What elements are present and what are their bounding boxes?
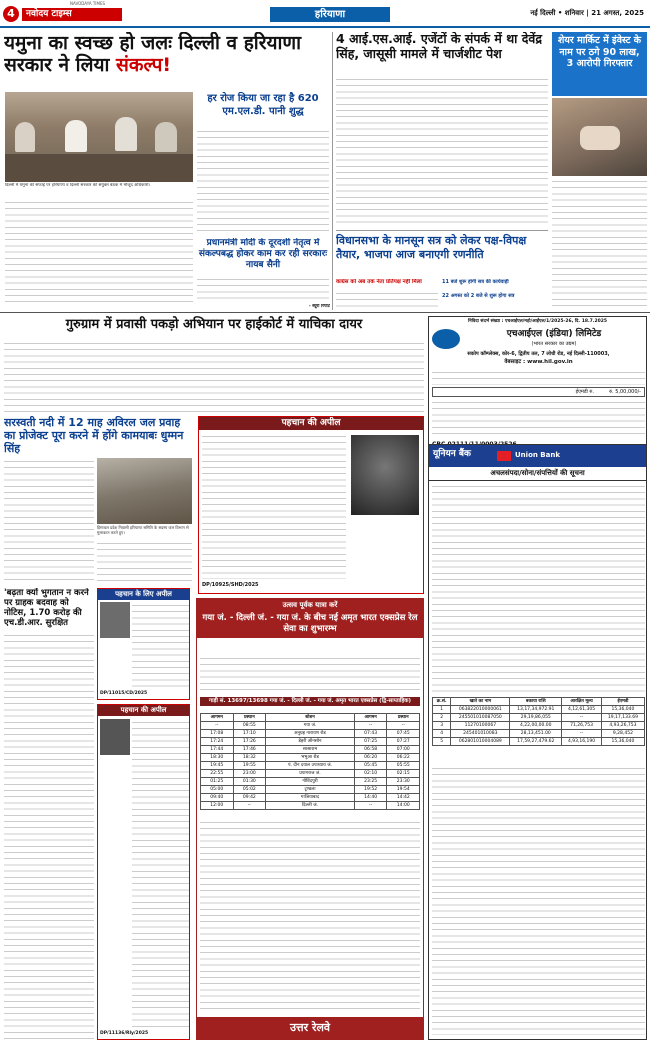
railway-timetable-cell: 05:00	[201, 786, 234, 794]
meeting-photo-caption: दिल्ली में यमुना की सफाई पर हरियाणा व दिल्ली सरकार की संयुक्त बैठक में मौजूद अधिकारी।	[5, 183, 151, 188]
column-divider	[332, 32, 333, 310]
railway-timetable-cell: अनुग्रह नारायण रोड	[266, 730, 355, 738]
union-bank-table-cell: --	[562, 714, 602, 722]
hal-company-sub: (भारत सरकार का उद्यम)	[531, 341, 577, 347]
page-number: 4	[3, 6, 19, 22]
story-share-body	[552, 178, 647, 306]
hal-fee-row	[432, 387, 645, 397]
story-share-headline: शेयर मार्किट में इंवेस्ट के नाम पर ठगे 90 लाख, 3 आरोपी गिरफ्तार	[557, 35, 642, 69]
story-yamuna-sub2: प्रधानमंत्री मोदी के दूरदर्शी नेतृत्व में संकल्पबद्ध होकर काम कर रही सरकारः नायब सैनी	[198, 238, 328, 270]
railway-timetable-row	[201, 746, 420, 754]
railway-timetable-cell: 14:42	[387, 794, 420, 802]
railway-timetable-cell: 14:00	[387, 802, 420, 810]
railway-timetable-header-cell: प्रस्थान	[233, 714, 266, 722]
railway-timetable-cell: 17:26	[233, 738, 266, 746]
railway-timetable-cell: सासाराम	[266, 746, 355, 754]
union-bank-table-cell: --	[562, 730, 602, 738]
union-bank-table-header-cell: ईएमडी	[601, 698, 644, 706]
story-yamuna-body-mid	[197, 128, 329, 236]
railway-timetable-cell: टूण्डला	[266, 786, 355, 794]
railway-timetable-row	[201, 770, 420, 778]
railway-timetable-cell: 08:55	[233, 722, 266, 730]
section-title: हरियाणा	[270, 7, 390, 22]
issue-date: नई दिल्ली • शनिवार | 21 अगस्त, 2025	[530, 9, 644, 17]
railway-timetable-cell: 23:30	[387, 778, 420, 786]
railway-timetable-row	[201, 802, 420, 810]
hal-company: एचआईएल (इंडिया) लिमिटेड	[506, 329, 602, 339]
railway-brand: उत्तर रेलवे	[197, 1017, 423, 1039]
railway-timetable-cell: 14:40	[354, 794, 387, 802]
railway-timetable-cell: 17:44	[201, 746, 234, 754]
story-gurugram-headline-box	[4, 316, 424, 338]
story-gurugram-body	[4, 340, 424, 412]
railway-timetable-cell: 01:30	[233, 778, 266, 786]
railway-timetable-cell: 09:42	[233, 794, 266, 802]
story-saraswati-headline-box	[4, 416, 192, 456]
pehchan-notice-3-code: DP/11136/Rly/2025	[100, 1031, 149, 1036]
railway-timetable-row	[201, 738, 420, 746]
story-saraswati-body-right	[97, 540, 192, 584]
railway-timetable-cell: गोविंदपुरी	[266, 778, 355, 786]
union-bank-table-cell: 19,17,133.69	[601, 714, 644, 722]
story-isi-headline: 4 आई.एस.आई. एजेंटों के संपर्क में था देवेंद्र सिंह, जासूसी मामले में चार्जशीट पेश	[336, 32, 542, 61]
union-bank-table	[432, 697, 645, 746]
railway-timetable-cell: 06:58	[354, 746, 387, 754]
railway-timetable-cell: --	[354, 722, 387, 730]
pehchan-notice-2-body	[132, 602, 189, 688]
story-share-headline-box	[552, 32, 647, 96]
railway-timetable-cell: 17:10	[233, 730, 266, 738]
story-gurugram-headline: गुरुग्राम में प्रवासी पकड़ो अभियान पर हाईकोर्ट में याचिका दायर	[65, 317, 363, 332]
assembly-box1: 11 बजे शुरू होगी सत्र की कार्यवाही	[442, 279, 509, 285]
railway-timetable-header-cell: आगमन	[201, 714, 234, 722]
hal-fee-value: रु. 5,00,000/-	[609, 389, 641, 395]
union-bank-table-cell: 4	[433, 730, 451, 738]
railway-timetable-cell: 19:54	[387, 786, 420, 794]
union-bank-table-cell: 15,36,040	[601, 706, 644, 714]
railway-timetable-cell: 07:45	[387, 730, 420, 738]
union-bank-table-cell: 71,26,753	[562, 722, 602, 730]
union-bank-table-cell: 245401010083	[451, 730, 510, 738]
railway-timetable-cell: 06:20	[354, 754, 387, 762]
railway-intro	[200, 655, 420, 695]
story-assembly-body-left	[336, 290, 438, 310]
railway-timetable-row	[201, 778, 420, 786]
story-yamuna-headline-area	[4, 32, 329, 92]
railway-title: गया जं. - दिल्ली जं. - गया जं. के बीच नई अमृत भारत एक्सप्रेस रेल सेवा का शुभारम्भ	[197, 611, 423, 638]
union-bank-table-row	[433, 722, 645, 730]
railway-timetable-cell: गाजियाबाद	[266, 794, 355, 802]
story-assembly-sub: कांग्रेस को अब तक नेता प्रतिपक्ष नहीं मिला	[336, 279, 422, 285]
missing-person-photo-3	[100, 719, 130, 755]
union-bank-notice	[428, 444, 647, 1040]
railway-timetable-row	[201, 794, 420, 802]
saraswati-photo	[97, 458, 192, 524]
hal-logo-icon	[432, 329, 460, 349]
story-saraswati-body-left	[4, 458, 94, 584]
union-bank-header	[429, 445, 646, 467]
union-bank-table-header-cell: क्र.सं.	[433, 698, 451, 706]
railway-timetable-cell: 07:00	[387, 746, 420, 754]
railway-timetable-body	[201, 722, 420, 810]
railway-timetable-cell: 07:25	[354, 738, 387, 746]
railway-timetable-header-cell: प्रस्थान	[387, 714, 420, 722]
railway-timetable-cell: 02:10	[354, 770, 387, 778]
union-bank-table-cell: 2	[433, 714, 451, 722]
union-bank-table-cell: 062801010004089	[451, 738, 510, 746]
story-isi-body	[336, 76, 548, 228]
railway-timetable-cell: 22:55	[201, 770, 234, 778]
railway-timetable-cell: --	[387, 722, 420, 730]
union-bank-table-header-cell: आरक्षित मूल्य	[562, 698, 602, 706]
union-bank-table-cell: 4,93,16,190	[562, 738, 602, 746]
railway-timetable-cell: 17:08	[201, 730, 234, 738]
story-yamuna-body-right	[197, 276, 329, 304]
union-bank-table-cell: 245501010087050	[451, 714, 510, 722]
railway-timetable	[200, 713, 420, 810]
union-bank-title: अचलसंपदा/सोना/संपत्तियों की सूचना	[429, 467, 646, 481]
edition-label: NAVODAYA TIMES	[70, 1, 106, 6]
pehchan-notice-1	[198, 416, 424, 594]
railway-timetable-cell: 05:55	[387, 762, 420, 770]
railway-timetable-cell: प्रयागराज जं.	[266, 770, 355, 778]
railway-timetable-cell: 05:02	[233, 786, 266, 794]
story-yamuna-sub1-box	[197, 92, 329, 128]
section-rule	[0, 312, 650, 313]
railway-timetable-row	[201, 730, 420, 738]
union-bank-table-cell: 5	[433, 738, 451, 746]
union-bank-table-cell: 11270100067	[451, 722, 510, 730]
pehchan-notice-1-body	[202, 433, 346, 579]
union-bank-table-header-cell: बकाया राशि	[510, 698, 562, 706]
railway-notes	[200, 819, 420, 1009]
pehchan-notice-2-code: DP/11015/CD/2025	[100, 691, 148, 696]
railway-timetable-cell: 17:46	[233, 746, 266, 754]
story-yamuna-body-left	[5, 199, 193, 307]
railway-timetable-cell: दिल्ली जं.	[266, 802, 355, 810]
railway-timetable-cell: 02:15	[387, 770, 420, 778]
railway-timetable-row	[201, 762, 420, 770]
page-header	[0, 0, 650, 27]
story-saraswati-headline: सरस्वती नदी में 12 माह अविरल जल प्रवाह का प्रोजेक्ट पूरा करने में होंगे कामयाबः धुम्मन सिंह	[4, 416, 184, 455]
pehchan-notice-1-title: पहचान की अपील	[199, 417, 423, 430]
story-notice-headline-box	[4, 588, 94, 630]
hal-intro	[432, 369, 645, 385]
railway-timetable-cell: 05:45	[354, 762, 387, 770]
railway-timetable-cell: 18:30	[201, 754, 234, 762]
railway-timetable-cell: पं. दीन दयाल उपाध्याय जं.	[266, 762, 355, 770]
story-notice-body	[4, 632, 94, 1040]
railway-timetable-cell: --	[233, 802, 266, 810]
newspaper-brand: नवोदय टाइम्स	[22, 8, 122, 21]
assembly-box2: 22 अगस्त को 2 बजे से शुरू होगा सत्र	[442, 293, 515, 300]
missing-person-photo-2	[100, 602, 130, 638]
pehchan-notice-1-code: DP/10925/SHD/2025	[202, 582, 259, 588]
railway-timetable-cell: 19:55	[233, 762, 266, 770]
railway-timetable-cell: 19:45	[201, 762, 234, 770]
pehchan-notice-2	[97, 588, 190, 700]
railway-timetable-header-cell: आगमन	[354, 714, 387, 722]
union-bank-table-row	[433, 706, 645, 714]
story-yamuna-sub1: हर रोज किया जा रहा है 620 एम.एल.डी. पानी शुद्ध	[207, 93, 319, 117]
railway-timetable-cell: 07:27	[387, 738, 420, 746]
railway-subtitle: गाड़ी सं. 13697/13698 गया जं. - दिल्ली जं. - गया जं. अमृत भारत एक्सप्रेस (द्वि-साप्ताहिक)	[200, 697, 420, 706]
union-bank-table-row	[433, 730, 645, 738]
union-bank-table-cell: 15,36,040	[601, 738, 644, 746]
railway-timetable-cell: 23:00	[233, 770, 266, 778]
railway-banner: उत्सव पूर्वक यात्रा करें	[197, 599, 423, 611]
arrest-photo	[552, 98, 647, 176]
saraswati-photo-caption: हिमाचल प्रदेश निवासी हरियाणा समिति के सदस्य जल विभाग से मुलाकात करते हुए।	[97, 525, 189, 535]
meeting-photo	[5, 92, 193, 182]
hal-website: वेबसाइट : www.hil.gov.in	[504, 359, 573, 365]
story-yamuna-sub2-box	[197, 238, 329, 274]
railway-timetable-cell: --	[354, 802, 387, 810]
hal-fee-label: ईएमडी रु.	[575, 389, 594, 395]
pehchan-notice-3	[97, 704, 190, 1040]
railway-timetable-cell: 07:43	[354, 730, 387, 738]
union-bank-table-row	[433, 738, 645, 746]
story-assembly-headline: विधानसभा के मानसून सत्र को लेकर पक्ष-विपक्ष तैयार, भाजपा आज बनाएगी रणनीति	[336, 234, 527, 261]
union-bank-table-head	[433, 698, 645, 706]
union-bank-table-cell: 4,12,61,305	[562, 706, 602, 714]
union-bank-table-cell: 1	[433, 706, 451, 714]
story-yamuna-headline: यमुना का स्वच्छ हो जलः दिल्ली व हरियाणा सरकार ने लिया संकल्प!	[4, 32, 302, 76]
railway-timetable-cell: 19:52	[354, 786, 387, 794]
railway-timetable-cell: 12:00	[201, 802, 234, 810]
pehchan-notice-3-body	[132, 719, 189, 1029]
railway-advertisement	[196, 598, 424, 1040]
story-isi-headline-box	[336, 32, 548, 74]
railway-timetable-cell: 17:24	[201, 738, 234, 746]
story-assembly-headline-box	[336, 230, 548, 278]
pehchan-notice-3-title: पहचान की अपील	[98, 705, 189, 716]
union-bank-table-cell: 29,19,86,055	[510, 714, 562, 722]
railway-timetable-head	[201, 714, 420, 722]
union-bank-table-cell: 28,13,451.00	[510, 730, 562, 738]
railway-timetable-row	[201, 754, 420, 762]
union-bank-table-body	[433, 706, 645, 746]
story-assembly-body-right	[442, 279, 548, 310]
pehchan-notice-2-title: पहचान के लिए अपील	[98, 589, 189, 600]
union-bank-table-cell: 4,93,26,753	[601, 722, 644, 730]
header-rule	[0, 26, 650, 28]
railway-timetable-cell: भभुआ रोड	[266, 754, 355, 762]
hal-ref: निविदा संदर्भ संख्या : एचआईएल/महो/आर्ईएल/1/2025-26, दि. 18.7.2025	[467, 319, 608, 324]
union-bank-table-header-cell: खाते का नाम	[451, 698, 510, 706]
union-bank-table-cell: 9,28,452	[601, 730, 644, 738]
union-bank-name: यूनियन बैंक	[433, 449, 471, 459]
missing-person-photo-1	[351, 435, 419, 515]
union-bank-table-cell: 4,22,00,00.00	[510, 722, 562, 730]
union-bank-table-cell: 063822010000061	[451, 706, 510, 714]
union-bank-table-cell: 17,59,27,479.62	[510, 738, 562, 746]
railway-timetable-cell: --	[201, 722, 234, 730]
union-bank-table-row	[433, 714, 645, 722]
hal-details	[432, 399, 645, 439]
story-notice-headline: 'बढ़ता क्यों भुगतान न करने पर ग्राहक बदवाह को नोटिस, 1.70 करोड़ की एच.डी.आर. सुरक्षित	[4, 588, 89, 628]
hal-address: सकोप कॉम्प्लेक्स, कोर-6, द्वितीय तल, 7 लोधी रोड, नई दिल्ली-110003,	[467, 351, 610, 357]
railway-timetable-cell: गया जं.	[266, 722, 355, 730]
union-bank-logo-icon	[497, 451, 511, 461]
union-bank-table-cell: 3	[433, 722, 451, 730]
union-bank-body	[432, 483, 645, 693]
railway-timetable-cell: 18:32	[233, 754, 266, 762]
railway-timetable-header-cell: स्टेशन	[266, 714, 355, 722]
railway-timetable-cell: 09:40	[201, 794, 234, 802]
railway-timetable-cell: 06:22	[387, 754, 420, 762]
railway-timetable-row	[201, 786, 420, 794]
union-bank-name-en: Union Bank	[515, 451, 560, 459]
union-bank-footer	[432, 765, 645, 1035]
railway-timetable-cell: 01:25	[201, 778, 234, 786]
story-yamuna-byline: - ब्यूरो रिपोर्ट	[308, 304, 330, 309]
railway-timetable-cell: 23:25	[354, 778, 387, 786]
railway-timetable-row	[201, 722, 420, 730]
union-bank-table-cell: 13,17,34,972.91	[510, 706, 562, 714]
railway-timetable-cell: डेहरी ऑनसोन	[266, 738, 355, 746]
